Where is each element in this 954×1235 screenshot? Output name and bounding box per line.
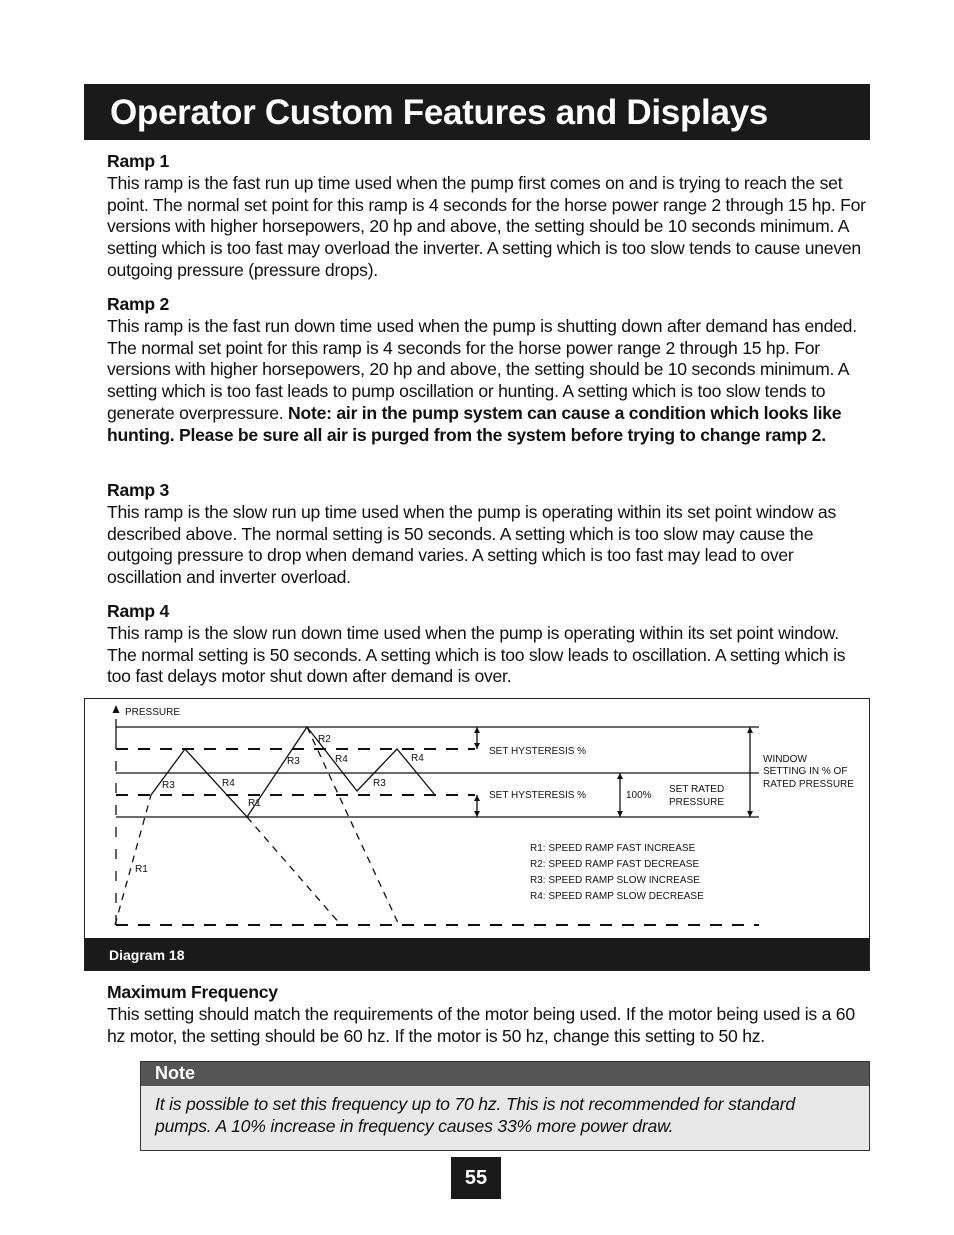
page-number: 55 (451, 1157, 501, 1199)
ramp1-heading: Ramp 1 (107, 151, 170, 171)
r3-label-c: R3 (373, 778, 386, 789)
legend-item-2: R2: SPEED RAMP FAST DECREASE (530, 859, 700, 870)
r1-label-a: R1 (135, 864, 148, 875)
ramp2-body-text: This ramp is the fast run down time used when the pump is shutting down after demand has ended. The normal set point for this ramp is 4 seconds for the horse power range 2 through 15 hp. For versions with higher horsepowers, 20 hp and above, the setting should be 10 seconds minimum. A setting which is too fast leads to pump oscillation or hunting. A setting which is too slow tends to generate overpressure. (107, 315, 857, 423)
ramp3-section (107, 480, 869, 589)
pressure-curve (151, 727, 435, 817)
ramp3-body: This ramp is the slow run up time used when the pump is operating within its set point window as described above. The normal setting is 50 seconds. A setting which is too slow may cause the outgoing pressure to drop when demand varies. A setting which is too fast may lead to over oscillation and inverter overload. (107, 501, 836, 588)
window-label-1: WINDOW (763, 754, 807, 765)
title-bar (84, 84, 870, 140)
max-freq-body: This setting should match the requirements of the motor being used. If the motor being used is a 60 hz motor, the setting should be 60 hz. If the motor is 50 hz, change this setting to 50 hz. (107, 1003, 855, 1046)
diagram-caption-bar (85, 938, 869, 970)
pressure-ramp-diagram (85, 699, 871, 972)
ramp2-heading: Ramp 2 (107, 294, 170, 314)
max-freq-section (107, 982, 869, 1047)
note-box (140, 1061, 870, 1151)
window-label-3: RATED PRESSURE (763, 779, 854, 790)
ramp1-section (107, 151, 869, 282)
hyst-top-label: SET HYSTERESIS % (489, 746, 587, 757)
r2-label: R2 (318, 734, 331, 745)
ramp2-section (107, 294, 869, 447)
r1-label-b: R1 (248, 798, 261, 809)
legend-item-3: R3: SPEED RAMP SLOW INCREASE (530, 875, 700, 886)
max-freq-heading: Maximum Frequency (107, 982, 278, 1002)
r3-label-b: R3 (287, 756, 300, 767)
ramp4-section (107, 601, 869, 688)
r1-ramp-dash (115, 795, 151, 925)
r1b-ramp-dash (247, 817, 341, 925)
legend-item-1: R1: SPEED RAMP FAST INCREASE (530, 843, 696, 854)
r4-label-b: R4 (335, 754, 348, 765)
set-rated-label-2: PRESSURE (669, 797, 725, 808)
hundred-percent-label: 100% (626, 790, 652, 801)
ramp2-body (107, 316, 869, 447)
note-text: It is possible to set this frequency up to 70 hz. This is not recommended for standard pumps. A 10% increase in frequency causes 33% more power draw. (155, 1094, 795, 1136)
axis-label: PRESSURE (125, 707, 181, 718)
r4-label-a: R4 (222, 778, 235, 789)
ramp4-heading: Ramp 4 (107, 601, 170, 621)
legend-item-4: R4: SPEED RAMP SLOW DECREASE (530, 891, 704, 902)
axis-arrow-icon (113, 705, 120, 713)
ramp3-heading: Ramp 3 (107, 480, 170, 500)
ramp4-body: This ramp is the slow run down time used when the pump is operating within its set point window. The normal setting is 50 seconds. A setting which is too slow leads to oscillation. A setting which is too fast delays motor shut down after demand is over. (107, 622, 846, 687)
diagram-caption: Diagram 18 (109, 947, 185, 963)
note-header (141, 1062, 869, 1086)
r4-label-c: R4 (411, 753, 424, 764)
r3-label-a: R3 (162, 780, 175, 791)
set-rated-label-1: SET RATED (669, 784, 725, 795)
page-title: Operator Custom Features and Displays (110, 93, 768, 132)
hyst-bottom-label: SET HYSTERESIS % (489, 790, 587, 801)
ramp1-body: This ramp is the fast run up time used when the pump first comes on and is trying to reach the set point. The normal set point for this ramp is 4 seconds for the horse power range 2 through 15 hp. For versions with higher horsepowers, 20 hp and above, the setting should be 10 seconds minimum. A setting which is too fast may overload the inverter. A setting which is too slow tends to cause uneven outgoing pressure (pressure drops). (107, 172, 866, 280)
window-label-2: SETTING IN % OF (763, 766, 848, 777)
diagram-18 (84, 698, 870, 971)
note-heading: Note (155, 1063, 195, 1083)
ramp2-bold-note: Note: air in the pump system can cause a condition which looks like hunting. Please be sure all air is purged from the system before trying to change ramp 2. (107, 402, 842, 445)
r2-ramp-dash (307, 727, 399, 925)
